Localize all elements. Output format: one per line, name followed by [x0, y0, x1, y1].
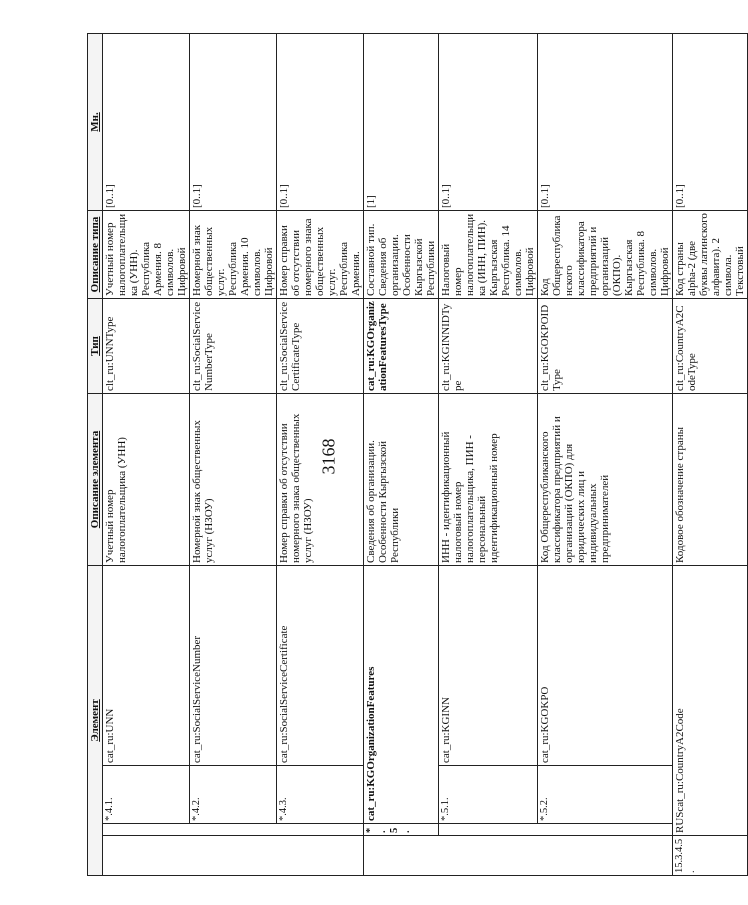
row-element: cat_ru:SocialServiceNumber — [190, 566, 277, 766]
table-row — [538, 34, 673, 876]
row-element-desc: Учетный номер налогоплательщика (УНН) — [103, 394, 190, 566]
row-number: *.5.1. — [439, 766, 538, 824]
row-element-desc: ИНН - идентификационный налоговый номер налогоплательщика, ПИН - персональный идентификационный номер — [439, 394, 538, 566]
table-row — [364, 34, 439, 876]
row-type: clt_ru:CountryA2CodeType — [673, 299, 748, 394]
page-number: 3168 — [318, 438, 339, 475]
row-mult: [0..1] — [190, 34, 277, 211]
row-type: clt_ru:KGOKPOIDType — [538, 299, 673, 394]
header-mult: Мн. — [88, 34, 103, 211]
row-element: cat_ru:SocialServiceCertificate — [277, 566, 364, 766]
row-type-desc: Номер справки об отсутствии номерного знака общественных услуг. Республика Армения. — [277, 211, 364, 299]
rotated-table-wrapper — [87, 34, 746, 876]
row-type: clt_ru:SocialServiceNumberType — [190, 299, 277, 394]
row-number: *.4.3. — [277, 766, 364, 824]
row-number: *.4.1. — [103, 766, 190, 824]
table-row — [673, 34, 748, 876]
row-mult: [0..1] — [673, 34, 748, 211]
row-mult: [0..1] — [538, 34, 673, 211]
table-row — [277, 34, 364, 876]
row-mult: [0..1] — [103, 34, 190, 211]
row-type-desc: Составной тип. Сведения об организации. Особенности Кыргызской Республики — [364, 211, 439, 299]
row-element-desc: Кодовое обозначение страны — [673, 394, 748, 566]
row-type-desc: Учетный номер налогоплательщика (УНН). Республика Армения. 8 символов. Цифровой — [103, 211, 190, 299]
row-element: cat_ru:KGINN — [439, 566, 538, 766]
row-element: cat_ru:UNN — [103, 566, 190, 766]
row-mult: [0..1] — [277, 34, 364, 211]
header-type: Тип — [88, 299, 103, 394]
row-number: 15.3.4.5. — [673, 836, 748, 876]
row-element: cat_ru:KGOKPO — [538, 566, 673, 766]
row-number: *.5.2. — [538, 766, 673, 824]
row-type-desc: Налоговый номер налогоплательщика (ИНН, ПИН). Кыргызская Республика. 14 символов. Цифровой — [439, 211, 538, 299]
row-type-desc: Номерной знак общественных услуг. Республика Армения. 10 символов. Цифровой — [190, 211, 277, 299]
row-element: RUScat_ru:CountryA2Code — [673, 566, 748, 836]
table-header-row — [88, 34, 103, 876]
row-element-desc: Сведения об организации. Особенности Кыргызской Республики — [364, 394, 439, 566]
row-element-desc: Номер справки об отсутствии номерного знака общественных услуг (НЗОУ) — [277, 394, 364, 566]
row-number: *.5. — [364, 824, 439, 836]
row-type: clt_ru:KGINNIDType — [439, 299, 538, 394]
row-number: *.4.2. — [190, 766, 277, 824]
header-element-desc: Описание элемента — [88, 394, 103, 566]
row-type-desc: Код страны alpha-2 (две буквы латинского алфавита). 2 символа. Текстовый — [673, 211, 748, 299]
header-type-desc: Описание типа — [88, 211, 103, 299]
table-row — [103, 34, 190, 876]
table-row — [190, 34, 277, 876]
row-type: clt_ru:SocialServiceCertificateType — [277, 299, 364, 394]
row-mult: [0..1] — [439, 34, 538, 211]
elements-table — [87, 33, 748, 876]
row-type: clt_ru:UNNType — [103, 299, 190, 394]
row-type: cat_ru:KGOrganizationFeaturesType — [364, 299, 439, 394]
header-element: Элемент — [88, 566, 103, 876]
table-row — [439, 34, 538, 876]
row-element-desc: Номерной знак общественных услуг (НЗОУ) — [190, 394, 277, 566]
row-type-desc: Код Общереспубликанского классификатора предприятий и организаций (ОКПО). Кыргызская Республика. 8 символов. Цифровой — [538, 211, 673, 299]
row-element-desc: Код Общереспубликанского классификатора предприятий и организаций (ОКПО) для юридических лиц и индивидуальных предпринимателей — [538, 394, 673, 566]
row-element: cat_ru:KGOrganizationFeatures — [364, 566, 439, 824]
row-mult: [1] — [364, 34, 439, 211]
